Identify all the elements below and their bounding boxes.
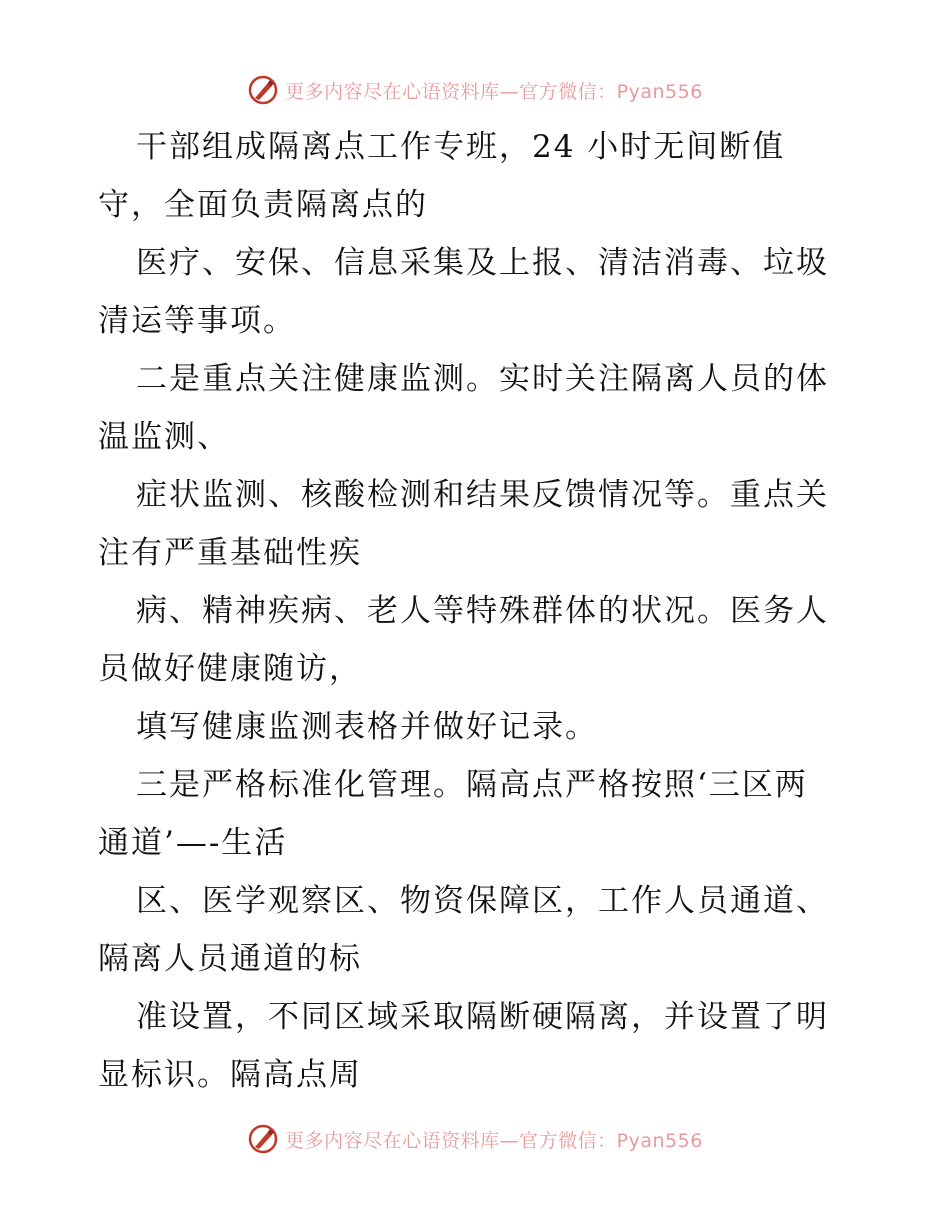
- pen-logo-icon: [247, 1123, 279, 1155]
- text-line: 准设置，不同区域采取隔断硬隔离，并设置了明: [136, 999, 829, 1035]
- text-line: 温监测、: [98, 419, 230, 455]
- text-line: 守，全面负责隔离点的: [98, 187, 428, 223]
- text-line: 症状监测、核酸检测和结果反馈情况等。重点关: [136, 477, 829, 513]
- text-line: 填写健康监测表格并做好记录。: [136, 709, 598, 745]
- pen-logo-icon: [247, 74, 279, 106]
- footer-banner-text: 更多内容尽在心语资料库—官方微信：Pyan556: [285, 1129, 703, 1152]
- text-line: 通道’—-生活: [98, 825, 288, 861]
- footer-watermark-banner: [0, 1119, 950, 1159]
- text-line: 隔离人员通道的标: [98, 941, 362, 977]
- text-line: 三是严格标准化管理。隔高点严格按照‘三区两: [136, 767, 808, 803]
- text-line: 员做好健康随访，: [98, 651, 362, 687]
- text-line: 注有严重基础性疾: [98, 535, 362, 571]
- text-line: 病、精神疾病、老人等特殊群体的状况。医务人: [136, 593, 829, 629]
- document-body: [98, 118, 858, 1104]
- text-line: 区、医学观察区、物资保障区，工作人员通道、: [136, 883, 829, 919]
- text-line: 医疗、安保、信息采集及上报、清洁消毒、垃圾: [136, 245, 829, 281]
- header-watermark-banner: [0, 70, 950, 110]
- text-line: 二是重点关注健康监测。实时关注隔离人员的体: [136, 361, 829, 397]
- header-banner-text: 更多内容尽在心语资料库—官方微信：Pyan556: [285, 80, 703, 103]
- text-line: 干部组成隔离点工作专班，24 小时无间断值: [136, 129, 786, 165]
- text-line: 显标识。隔高点周: [98, 1057, 362, 1093]
- text-line: 清运等事项。: [98, 303, 296, 339]
